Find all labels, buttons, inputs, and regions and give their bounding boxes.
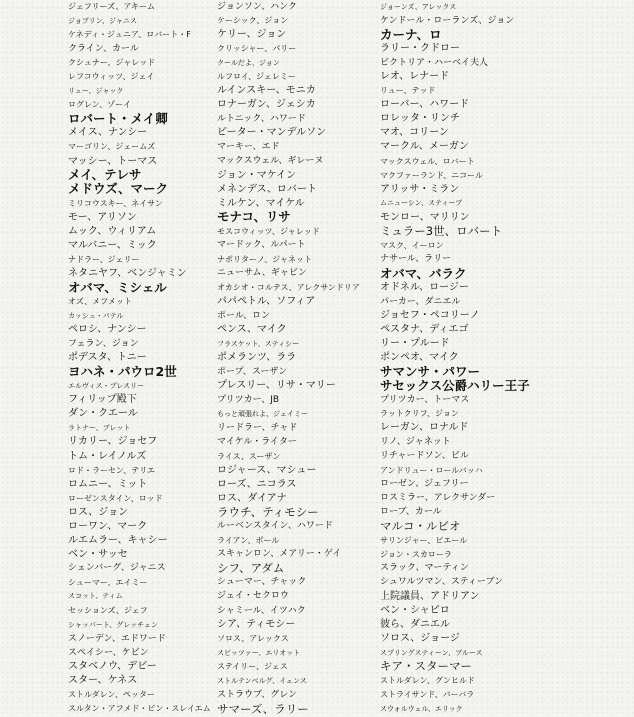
name-entry: ルインスキー、モニカ — [217, 85, 316, 97]
name-entry: マオ、コリーン — [380, 127, 449, 139]
name-entry: スルタン・アフメド・ビン・スレイエム — [68, 704, 211, 714]
name-entry: マーキー、エド — [217, 141, 280, 152]
name-entry: ケンドール・ローランズ、ジョン — [380, 15, 515, 26]
name-entry: ステイリー、ジェス — [217, 662, 288, 672]
name-entry: メネンデス、ロバート — [217, 183, 317, 195]
name-entry: ケリー、ジョン — [217, 29, 287, 41]
name-column-3 — [380, 0, 630, 717]
name-entry: シューマー、エイミー — [68, 577, 148, 587]
name-entry: ポデスタ、トニー — [68, 352, 147, 364]
name-entry: ラリー・クドロー — [380, 43, 460, 55]
name-entry: ペロシ、ナンシー — [68, 324, 147, 336]
name-entry: プレスリー、リサ・マリー — [217, 380, 336, 392]
name-entry: シャミール、イツハク — [217, 605, 306, 616]
name-entry: モンロー、マリリン — [380, 211, 470, 223]
name-entry: ロジャース、マシュー — [217, 464, 317, 476]
name-entry: アリッサ・ミラン — [380, 183, 460, 195]
name-entry: オバマ、ミシェル — [68, 279, 167, 295]
name-entry: サマーズ、ラリー — [217, 701, 309, 716]
name-entry: ラットクリフ、ジョン — [380, 409, 459, 419]
name-entry: マルコ・ルビオ — [380, 519, 461, 533]
name-entry: トム・レイノルズ — [68, 450, 147, 462]
name-entry: メイ、テレサ — [68, 167, 142, 183]
name-entry: ロムニー、ミット — [68, 478, 148, 490]
name-entry: もっと頑張れよ、ジェイミー — [217, 409, 308, 418]
name-entry: スピッツァー、エリオット — [217, 648, 301, 657]
name-entry: ソロス、アレックス — [217, 634, 289, 644]
name-entry: サセックス公爵ハリー王子 — [380, 378, 530, 394]
name-column-1 — [68, 0, 218, 717]
name-entry: ストラウブ、グレン — [217, 689, 298, 700]
name-entry: ログレン、ゾーイ — [68, 100, 132, 110]
name-entry: ジョーンズ、アレックス — [380, 2, 457, 11]
name-entry: ライアン、ポール — [217, 535, 280, 545]
name-entry: ライス、スーザン — [217, 451, 281, 461]
name-entry: マックスウェル、ロバート — [380, 156, 475, 166]
name-entry: ロス、ジョン — [68, 506, 129, 518]
name-entry: ポメランツ、ララ — [217, 352, 297, 364]
name-entry: カーナ、ロ — [380, 26, 442, 42]
name-entry: ジョンソン、ハンク — [217, 1, 297, 12]
name-entry: ルエムラー、キャシー — [68, 534, 168, 546]
name-entry: ジョン・スカローラ — [380, 549, 452, 559]
name-entry: ロスミラー、アレクサンダー — [380, 493, 496, 504]
name-entry: ポープ、スーザン — [217, 366, 288, 377]
name-entry: ルーベンスタイン、ハワード — [217, 521, 333, 532]
name-entry: リュー、テッド — [380, 86, 436, 96]
name-entry: ロド・ラーセン、テリエ — [68, 465, 156, 475]
name-entry: マックスウェル、ギレーヌ — [217, 156, 324, 167]
name-entry: リカリー、ジョセフ — [68, 436, 158, 448]
name-entry: オバマ、バラク — [380, 265, 467, 281]
name-entry: ローバー、ハワード — [380, 99, 470, 111]
name-entry: アンドリュー・ロールバッハ — [380, 465, 483, 475]
name-entry: リチャードソン、ビル — [380, 451, 469, 462]
name-entry: サマンサ・パワー — [380, 363, 481, 379]
name-entry: ビクトリア・ハーベイ夫人 — [380, 57, 489, 68]
name-entry: モナコ、リサ — [217, 209, 291, 225]
name-entry: ジェイ・セクロウ — [217, 591, 289, 602]
name-entry: シア、ティモシー — [217, 619, 296, 631]
name-entry: ラトナー、ブレット — [68, 423, 131, 432]
name-entry: セッションズ、ジェフ — [68, 606, 148, 616]
name-entry: パパペトル、ソフィア — [217, 296, 316, 307]
name-entry: ジョセフ・ペコリーノ — [380, 310, 480, 322]
name-entry: ローワン、マーク — [68, 520, 148, 532]
name-entry: メイス、ナンシー — [68, 127, 148, 139]
name-entry: レーガン、ロナルド — [380, 422, 469, 434]
name-entry: マーゴリン、ジェームズ — [68, 142, 156, 152]
name-entry: ヨハネ・パウロ2世 — [68, 363, 177, 379]
name-entry: ストルダレン、ペッター — [68, 690, 155, 700]
name-entry: フラスケット、スティシー — [217, 339, 300, 348]
name-entry: マイケル・ライター — [217, 436, 297, 447]
name-entry: シュワルツマン、スティーブン — [380, 577, 504, 588]
name-entry: パーカー、ダニエル — [380, 296, 461, 307]
name-entry: マスク、イーロン — [380, 240, 444, 250]
name-entry: ナドラー、ジェリー — [68, 254, 140, 264]
name-entry: ソロス、ジョージ — [380, 633, 460, 645]
name-entry: キア・スターマー — [380, 659, 472, 674]
name-entry: ニューサム、ギャビン — [217, 268, 307, 279]
name-entry: ケネディ・ジュニア、ロバート・F — [68, 30, 191, 40]
name-entry: ラウチ、ティモシー — [217, 504, 319, 519]
name-entry: ミルケン、マイケル — [217, 197, 305, 209]
name-entry: クールだよ、ジョン — [217, 58, 280, 67]
name-entry: クリッシャー、パリー — [217, 44, 297, 54]
name-entry: メドウズ、マーク — [68, 181, 169, 197]
name-entry: ペスタナ、ディエゴ — [380, 324, 469, 336]
name-entry: ストルダレン、グンヒルド — [380, 676, 475, 686]
name-entry: マクファーランド、ニコール — [380, 170, 483, 180]
name-entry: ペンス、マイク — [217, 324, 287, 336]
name-entry: ベン・シャピロ — [380, 605, 450, 617]
name-entry: リードラー、チャド — [217, 422, 298, 433]
name-entry: スウォルウェル、エリック — [380, 704, 463, 713]
name-entry: サリンジャー、ピエール — [380, 535, 468, 545]
name-entry: スコット、ティム — [68, 592, 123, 601]
name-entry: マルバニー、ミック — [68, 239, 157, 251]
name-entry: ミリコウスキー、ネイサン — [68, 198, 163, 208]
name-entry: 彼ら、ダニエル — [380, 619, 450, 631]
name-entry: ジョン・マケイン — [217, 169, 297, 181]
name-entry: プリツカー、トーマス — [380, 394, 470, 405]
name-entry: スキャンロン、メアリー・ゲイ — [217, 549, 342, 560]
name-entry: ケーシック、ジョン — [217, 16, 289, 26]
name-entry: ジェフリーズ、アキーム — [68, 2, 156, 12]
name-entry: ピーター・マンデルソン — [217, 127, 327, 139]
name-entry: プリツカー、JB — [217, 394, 280, 405]
name-entry: エルヴィス・プレスリー — [68, 381, 145, 390]
name-entry: ベン・サッセ — [68, 548, 128, 560]
name-entry: リー・プルード — [380, 338, 450, 350]
name-entry: ナポリターノ、ジャネット — [217, 254, 313, 264]
name-entry: フェラン、ジョン — [68, 338, 139, 349]
name-entry: リュー、ジャック — [68, 86, 124, 95]
name-entry: スター、ケネス — [68, 675, 138, 687]
name-entry: シェンバーグ、ジャニス — [68, 563, 166, 574]
name-entry: マークル、メーガン — [380, 141, 469, 153]
name-entry: ローゼン、ジェフリー — [380, 479, 469, 490]
name-entry: ローブ、カール — [380, 507, 442, 518]
name-column-2 — [217, 0, 380, 717]
name-entry: オドネル、ロージー — [380, 281, 469, 293]
name-entry: ローゼンスタイン、ロッド — [68, 493, 163, 503]
name-entry: ナサール、ラリー — [380, 254, 452, 265]
name-entry: ミュラー3世、ロバート — [380, 224, 503, 239]
name-entry: ムニューシン、スティーブ — [380, 199, 463, 208]
name-entry: スノーデン、エドワード — [68, 633, 166, 644]
name-entry: レフコウィッツ、ジェイ — [68, 72, 155, 82]
name-entry: シューマー、チャック — [217, 577, 307, 588]
name-entry: ストライサンド、バーバラ — [380, 690, 475, 700]
name-entry: シャッパート、グレッチェン — [68, 620, 158, 629]
name-entry: オズ、メフメット — [68, 297, 132, 306]
name-entry: ロレッタ・リンチ — [380, 113, 460, 125]
name-entry: ストルテンベルグ、イェンス — [217, 676, 307, 685]
name-entry: ローズ、ニコラス — [217, 478, 297, 490]
name-entry: マッシー、トーマス — [68, 155, 158, 167]
name-entry: スペイシー、ケビン — [68, 647, 149, 658]
name-entry: クライン、カール — [68, 43, 139, 54]
name-entry: スタベノウ、デビー — [68, 661, 157, 673]
name-entry: ネタニヤフ、ベンジャミン — [68, 267, 187, 279]
name-entry: ロス、ダイアナ — [217, 492, 287, 504]
name-entry: シフ、アダム — [217, 561, 285, 576]
name-entry: ロバート・メイ卿 — [68, 111, 168, 127]
name-entry: マードック、ルパート — [217, 240, 306, 251]
name-entry: 上院議員、アドリアン — [380, 590, 480, 602]
name-entry: モー、アリソン — [68, 211, 137, 223]
name-entry: ダン・クエール — [68, 408, 138, 420]
name-entry: ルフロイ、ジェレミー — [217, 72, 296, 82]
name-entry: リノ、ジャネット — [380, 436, 451, 447]
name-entry: ジョブリン、ジャニス — [68, 16, 137, 25]
name-entry: フィリップ殿下 — [68, 394, 137, 406]
name-entry: モスコウィッツ、ジャレッド — [217, 226, 320, 236]
name-entry: ムック、ウィリアム — [68, 225, 157, 237]
name-entry: ルトニック、ハワード — [217, 113, 306, 124]
name-entry: ポール、ロン — [217, 310, 271, 321]
name-entry: ロナーガン、ジェシカ — [217, 99, 316, 111]
name-entry: スラック、マーティン — [380, 563, 469, 574]
name-entry: スプリングスティーン、ブルース — [380, 648, 483, 657]
name-entry: レオ、レナード — [380, 71, 450, 83]
name-entry: オカシオ・コルテス、アレクサンドリア — [217, 282, 360, 292]
name-entry: ポンペオ、マイク — [380, 352, 459, 364]
name-entry: カッシュ・パテル — [68, 311, 124, 320]
name-entry: クシュナー、ジャレッド — [68, 58, 156, 68]
